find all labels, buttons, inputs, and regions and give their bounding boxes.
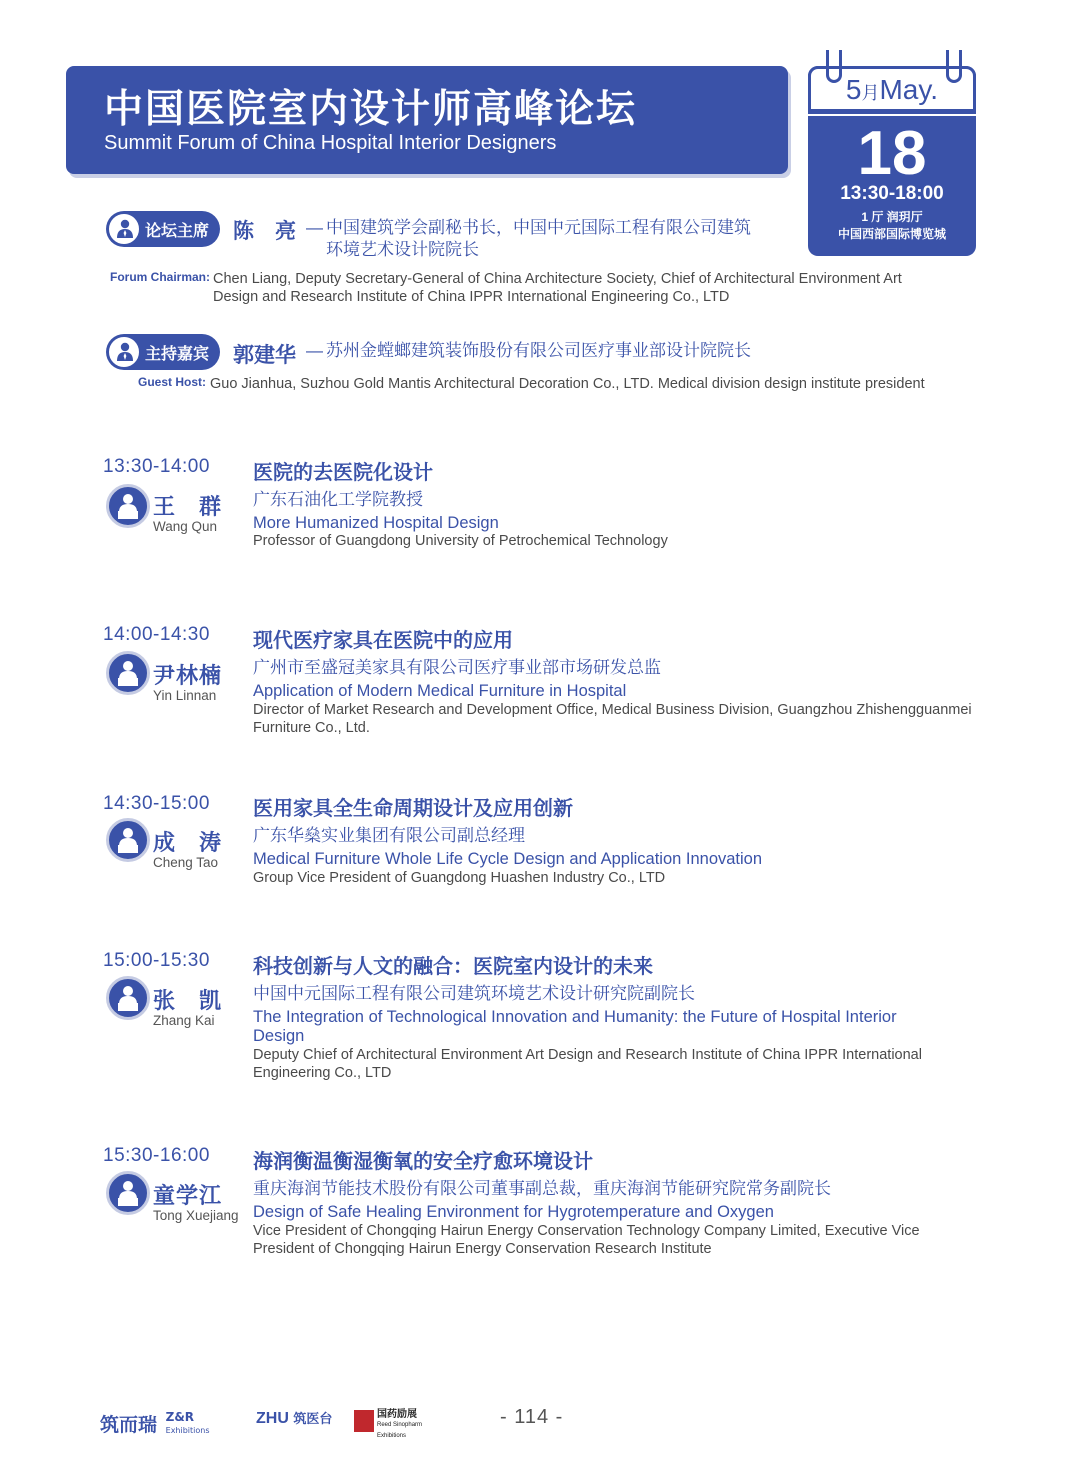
speaker-podium-icon [109, 654, 147, 692]
speaker-name-cn: 张 凯 [153, 989, 223, 1014]
page-number: - 114 - [500, 1406, 564, 1428]
month-cn: 月 [861, 83, 880, 103]
host-en-label: Guest Host: [138, 375, 207, 389]
session-time: 13:30-14:00 [103, 456, 210, 477]
chairman-name: 陈 亮 [233, 219, 296, 243]
session-role-en: President of Chongqing Hairun Energy Conservation Research Institute [253, 1241, 712, 1257]
reed-sinopharm-logo [377, 1409, 433, 1442]
chairman-en-line2: Design and Research Institute of China IPPR International Engineering Co., LTD [213, 289, 730, 305]
speaker-avatar-icon [106, 651, 150, 695]
zr-exhibitions-logo [100, 1410, 210, 1437]
session-role-en: Group Vice President of Guangdong Huashen Industry Co., LTD [253, 870, 666, 886]
session-time: 15:30-16:00 [103, 1145, 210, 1166]
chairman-dash: — [306, 218, 323, 237]
session-org-cn: 广东华燊实业集团有限公司副总经理 [253, 826, 525, 845]
speaker-avatar-icon [106, 976, 150, 1020]
zr-logo-cn: 筑而瑞 [100, 1414, 158, 1436]
session-org-cn: 中国中元国际工程有限公司建筑环境艺术设计研究院副院长 [253, 984, 695, 1003]
person-icon [116, 219, 134, 239]
session-role-en: Vice President of Chongqing Hairun Energy Conservation Technology Company Limited, Executive Vice [253, 1223, 920, 1239]
speaker-podium-icon [109, 487, 147, 525]
session-title-en: Design [253, 1027, 305, 1045]
host-dash: — [306, 341, 323, 360]
calendar-day: 18 [857, 119, 927, 188]
session-title-en: Design of Safe Healing Environment for Hygrotemperature and Oxygen [253, 1203, 774, 1221]
speaker-name-cn: 尹林楠 [153, 664, 223, 689]
host-desc: 苏州金螳螂建筑装饰股份有限公司医疗事业部设计院院长 [326, 341, 751, 360]
host-pill [106, 334, 220, 370]
speaker-name-en: Cheng Tao [153, 855, 219, 870]
forum-title-en: Summit Forum of China Hospital Interior Designers [104, 132, 557, 154]
session-title-cn: 现代医疗家具在医院中的应用 [253, 628, 513, 652]
session-time: 15:00-15:30 [103, 950, 210, 971]
speaker-podium-icon [109, 979, 147, 1017]
chairman-pill-label: 论坛主席 [145, 220, 210, 240]
speaker-name-en: Tong Xuejiang [153, 1208, 239, 1223]
reed-sinopharm-icon [354, 1410, 374, 1432]
chairman-desc-line1: 中国建筑学会副秘书长，中国中元国际工程有限公司建筑 [326, 218, 751, 237]
session-role-en: Professor of Guangdong University of Petrochemical Technology [253, 533, 668, 549]
session-title-cn: 医院的去医院化设计 [253, 460, 433, 484]
session-title-cn: 海润衡温衡湿衡氧的安全疗愈环境设计 [253, 1149, 593, 1173]
host-icon [107, 335, 141, 369]
speaker-name-cn: 成 涛 [153, 831, 223, 856]
speaker-avatar-icon [106, 1171, 150, 1215]
session-title-en: The Integration of Technological Innovation and Humanity: the Future of Hospital Interior [253, 1008, 897, 1026]
host-en-text: Guo Jianhua, Suzhou Gold Mantis Architectural Decoration Co., LTD. Medical division design institute president [210, 376, 925, 392]
session-title-en: More Humanized Hospital Design [253, 514, 499, 532]
calendar-time: 13:30-18:00 [840, 183, 944, 204]
speaker-name-en: Zhang Kai [153, 1013, 215, 1028]
speaker-avatar-icon [106, 484, 150, 528]
session-role-en: Engineering Co., LTD [253, 1065, 392, 1081]
session-role-en: Furniture Co., Ltd. [253, 720, 370, 736]
month-en: May. [879, 74, 939, 105]
zr-logo-sub: Exhibitions [165, 1426, 210, 1435]
session-role-en: Deputy Chief of Architectural Environment Art Design and Research Institute of China IPPR International [253, 1047, 922, 1063]
forum-title-cn: 中国医院室内设计师高峰论坛 [104, 87, 638, 132]
reed-logo-en: Reed Sinopharm Exhibitions [377, 1422, 423, 1439]
zhu-logo-cn: 筑医台 [293, 1411, 333, 1426]
session-org-cn: 广州市至盛冠美家具有限公司医疗事业部市场研发总监 [253, 658, 661, 677]
person-icon [116, 342, 134, 362]
speaker-name-en: Yin Linnan [153, 688, 217, 703]
chairman-desc-line2: 环境艺术设计院院长 [326, 240, 479, 259]
host-pill-label: 主持嘉宾 [145, 343, 210, 363]
session-title-cn: 科技创新与人文的融合：医院室内设计的未来 [253, 954, 653, 978]
calendar-divider [808, 114, 976, 116]
calendar-venue [808, 209, 976, 243]
chairman-icon [107, 212, 141, 246]
session-org-cn: 重庆海润节能技术股份有限公司董事副总裁，重庆海润节能研究院常务副院长 [253, 1179, 831, 1198]
chairman-en-line1: Chen Liang, Deputy Secretary-General of China Architecture Society, Chief of Architectural Environment Art [213, 271, 902, 287]
chairman-en-label: Forum Chairman: [110, 270, 211, 284]
session-org-cn: 广东石油化工学院教授 [253, 490, 423, 509]
reed-logo-cn: 国药励展 [377, 1409, 417, 1420]
session-time: 14:00-14:30 [103, 624, 210, 645]
speaker-avatar-icon [106, 818, 150, 862]
session-title-en: Medical Furniture Whole Life Cycle Design and Application Innovation [253, 850, 763, 868]
month-number: 5 [845, 74, 862, 105]
zhu-logo [256, 1408, 332, 1428]
speaker-name-cn: 童学江 [153, 1184, 223, 1209]
hall-name: 1 厅 润玥厅 [861, 210, 923, 224]
speaker-name-en: Wang Qun [153, 519, 218, 534]
venue-name: 中国西部国际博览城 [837, 227, 946, 241]
calendar-month [808, 74, 976, 106]
speaker-name-cn: 王 群 [153, 495, 223, 520]
session-title-en: Application of Modern Medical Furniture in Hospital [253, 682, 627, 700]
session-role-en: Director of Market Research and Development Office, Medical Business Division, Guangzhou Zhishengguanmei [253, 702, 972, 718]
speaker-podium-icon [109, 821, 147, 859]
zhu-logo-en: ZHU [256, 1410, 289, 1427]
session-title-cn: 医用家具全生命周期设计及应用创新 [253, 796, 573, 820]
host-name: 郭建华 [233, 343, 296, 367]
speaker-podium-icon [109, 1174, 147, 1212]
zr-logo-en: Z&R [165, 1410, 195, 1424]
chairman-pill [106, 211, 220, 247]
session-time: 14:30-15:00 [103, 793, 210, 814]
